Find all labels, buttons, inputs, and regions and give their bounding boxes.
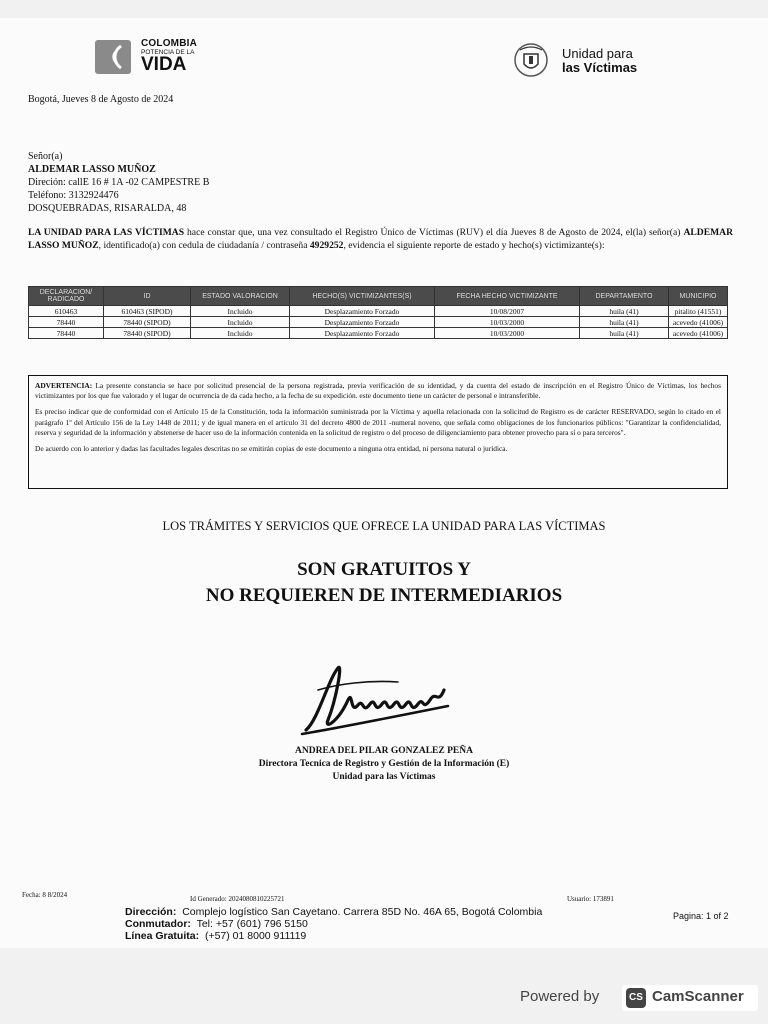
footer-linea	[125, 930, 542, 942]
footer-contact	[125, 906, 542, 942]
handwritten-signature	[298, 660, 458, 740]
unidad-victimas-logo	[512, 40, 662, 80]
cell: Incluido	[191, 328, 290, 339]
footer-direccion	[125, 906, 542, 918]
linea-value: (+57) 01 8000 911119	[204, 930, 307, 942]
footer-conmutador	[125, 918, 542, 930]
warning-paragraph-2: Es preciso indicar que de conformidad con el Artículo 15 de la Constitución, toda la información suministrada por la Víctima y aquella relacionada con la solicitud de Registro es de carácter RESERVADO, según lo citado en el parágrafo 1º del Artículo 156 de la Ley 1448 de 2011; y de igual manera en el artículo 31 del decreto 4800 de 2011 -numeral noveno, que señala como obligaciones de los funcionarios públicos: "Garantizar la confidencialidad, reserva y seguridad de la información y abstenerse de hacer uso de la información contenida en la solicitud de registro o del proceso de diligenciamiento para obtener provecho para sí o para terceros".	[35, 407, 721, 437]
intro-paragraph	[28, 226, 733, 252]
cell: Desplazamiento Forzado	[290, 328, 435, 339]
warning-paragraph-3: De acuerdo con lo anterior y dadas las facultades legales descritas no se emitirán copias de este documento a ninguna otra entidad, ni persona natural o jurídica.	[35, 444, 508, 454]
footer-usuario: Usuario: 173891	[567, 895, 614, 903]
signer-block	[0, 745, 768, 784]
footer-id-generado: Id Generado: 2024080810225721	[190, 895, 285, 903]
camscanner-icon: CS	[626, 988, 646, 1008]
warning-label: ADVERTENCIA:	[35, 381, 93, 390]
col-id: ID	[104, 287, 191, 306]
cell: 610463 (SIPOD)	[104, 306, 191, 317]
logo-line-potencia: POTENCIA DE LA	[141, 49, 195, 56]
cell: acevedo (41006)	[669, 317, 728, 328]
cell: Desplazamiento Forzado	[290, 306, 435, 317]
intro-part2: , identificado(a) con cedula de ciudadanía / contraseña	[98, 240, 310, 251]
conmutador-label: Conmutador:	[125, 918, 191, 930]
cell: 610463	[29, 306, 104, 317]
signer-org: Unidad para las Víctimas	[332, 772, 436, 782]
cell: 78440	[29, 328, 104, 339]
recipient-phone: Teléfono: 3132924476	[28, 190, 119, 201]
cell: 10/03/2000	[435, 317, 580, 328]
gratuitos-line1: SON GRATUITOS Y	[297, 559, 471, 580]
intro-doc: 4929252	[309, 240, 344, 251]
logo-line-colombia: COLOMBIA	[141, 38, 198, 49]
recipient-name: ALDEMAR LASSO MUÑOZ	[28, 164, 156, 175]
intro-part1: hace constar que, una vez consultado el Registro Único de Víctimas (RUV) el día Jueves 8 de Agosto de 2024, el(la) señor(a)	[184, 227, 684, 238]
cell: Incluido	[191, 317, 290, 328]
signer-name: ANDREA DEL PILAR GONZALEZ PEÑA	[295, 746, 473, 756]
signer-title: Directora Tecnica de Registro y Gestión de la Información (E)	[258, 759, 510, 769]
col-estado: ESTADO VALORACION	[191, 287, 290, 306]
cell: Incluido	[191, 306, 290, 317]
col-departamento: DEPARTAMENTO	[580, 287, 669, 306]
col-declaracion: DECLARACION/ RADICADO	[29, 287, 104, 306]
table-header-row	[29, 287, 728, 306]
cell: huila (41)	[580, 317, 669, 328]
cell: pitalito (41551)	[669, 306, 728, 317]
camscanner-badge	[622, 985, 758, 1011]
powered-by-text: Powered by	[520, 988, 600, 1005]
cell: huila (41)	[580, 306, 669, 317]
date-line: Bogotá, Jueves 8 de Agosto de 2024	[28, 94, 174, 105]
camscanner-watermark	[520, 982, 760, 1012]
unidad-line2: las Víctimas	[562, 60, 638, 75]
intro-name: ALDEMAR LASSO MUÑOZ	[28, 227, 734, 251]
cell: 78440 (SIPOD)	[104, 317, 191, 328]
col-fecha: FECHA HECHO VICTIMIZANTE	[435, 287, 580, 306]
cell: 10/03/2000	[435, 328, 580, 339]
victim-report-table	[28, 286, 728, 339]
colombia-emblem-icon	[95, 40, 131, 74]
warning-box	[28, 375, 728, 489]
tramites-heading: LOS TRÁMITES Y SERVICIOS QUE OFRECE LA UNIDAD PARA LAS VÍCTIMAS	[162, 519, 606, 533]
direccion-label: Dirección:	[125, 906, 177, 918]
logo-line-vida: VIDA	[141, 54, 187, 75]
direccion-value: Complejo logístico San Cayetano. Carrera 85D No. 46A 65, Bogotá Colombia	[182, 906, 543, 918]
gratuitos-line2: NO REQUIEREN DE INTERMEDIARIOS	[205, 585, 563, 606]
intro-org: LA UNIDAD PARA LAS VÍCTIMAS	[28, 227, 185, 238]
table-row	[29, 328, 728, 339]
intro-part3: , evidencia el siguiente reporte de estado y hecho(s) victimizante(s):	[343, 240, 605, 251]
cell: 78440	[29, 317, 104, 328]
page-number: Pagina: 1 of 2	[673, 911, 729, 921]
coat-of-arms-icon	[512, 42, 550, 78]
cell: Desplazamiento Forzado	[290, 317, 435, 328]
col-municipio: MUNICIPIO	[669, 287, 728, 306]
cell: huila (41)	[580, 328, 669, 339]
footer-fecha: Fecha: 8 8/2024	[22, 891, 68, 899]
colombia-logo	[95, 38, 215, 78]
recipient-address: Direción: callE 16 # 1A -02 CAMPESTRE B	[28, 177, 210, 188]
col-hechos: HECHO(S) VICTIMIZANTES(S)	[290, 287, 435, 306]
unidad-line1: Unidad para	[562, 46, 633, 61]
recipient-city: DOSQUEBRADAS, RISARALDA, 48	[28, 203, 187, 214]
cell: acevedo (41006)	[669, 328, 728, 339]
conmutador-value: Tel: +57 (601) 796 5150	[196, 918, 308, 930]
linea-label: Línea Gratuita:	[125, 930, 200, 942]
warning-paragraph-1	[35, 381, 721, 401]
cell: 78440 (SIPOD)	[104, 328, 191, 339]
camscanner-brand: CamScanner	[652, 988, 744, 1005]
gratuitos-notice	[0, 557, 768, 609]
warning-text-1: La presente constancia se hace por solicitud presencial de la persona registrada, previa verificación de su identidad, y da cuenta del estado de inscripción en el Registro Único de Víctimas, los hechos victimizantes por los que fue valorado y el lugar de ocurrencia de da cada hecho, a la fecha de su expedición. este documento tiene un carácter de personal e intransferible.	[35, 381, 721, 401]
salutation: Señor(a)	[28, 151, 63, 162]
table-row	[29, 306, 728, 317]
table-row	[29, 317, 728, 328]
recipient-block	[28, 150, 209, 215]
cell: 10/08/2007	[435, 306, 580, 317]
